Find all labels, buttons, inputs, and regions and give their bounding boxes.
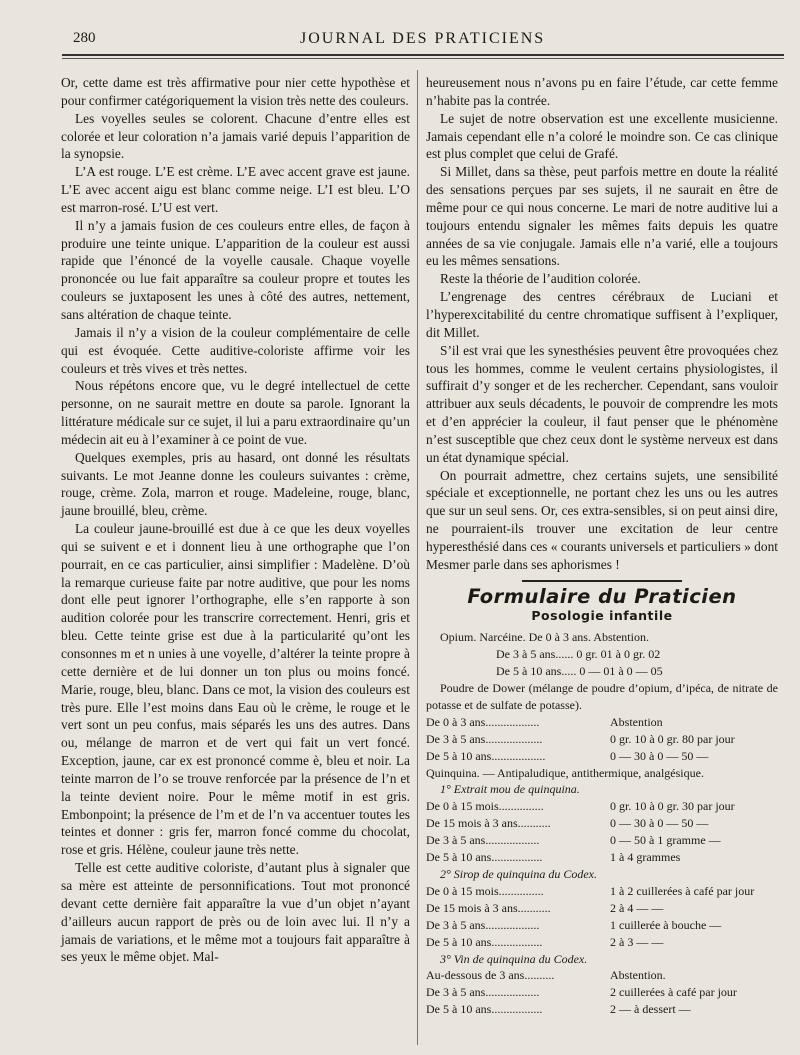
age-range: Au-dessous de 3 ans.......... bbox=[426, 968, 555, 983]
dose: 0 gr. 10 à 0 gr. 80 par jour bbox=[610, 731, 735, 746]
dose-row bbox=[426, 731, 778, 748]
dose-row bbox=[426, 849, 778, 866]
age-range: De 3 à 5 ans.................. bbox=[426, 917, 540, 932]
left-column bbox=[61, 74, 410, 966]
dose: 1 à 4 grammes bbox=[610, 850, 681, 865]
paragraph: L’A est rouge. L’E est crème. L’E avec accent grave est jaune. L’E avec accent aigu est blanc comme neige. L’I est bleu. L’O est marron-rosé. L’U est vert. bbox=[61, 164, 410, 215]
age-range: De 3 à 5 ans.................. bbox=[426, 833, 540, 848]
paragraph: S’il est vrai que les synesthésies peuvent être provoquées chez tous les hommes, comme le veulent certains physiologistes, il suffirait d’y songer et de les rechercher. Cependant, sans vouloir attribuer aux seuls décadents, le pouvoir de comprendre les mots et d’en apprécier la couleur, il faut penser que le phénomène n’est susceptible que chez ceux dont le système nerveux est dans un état dynamique spécial. bbox=[426, 342, 778, 465]
dower-description: Poudre de Dower (mélange de poudre d’opium, d’ipéca, de nitrate de potasse et de sulfate de potasse). bbox=[426, 681, 778, 712]
dose: 1 à 2 cuillerées à café par jour bbox=[610, 883, 755, 898]
paragraph: Reste la théorie de l’audition colorée. bbox=[440, 271, 641, 287]
paragraph: Quelques exemples, pris au hasard, ont donné les résultats suivants. Le mot Jeanne donne les couleurs suivantes : crème, rouge, crème. Zola, marron et rouge. Madeleine, rouge, blanc, jaune brouillé, bleu, crème. bbox=[61, 449, 410, 519]
age-range: De 5 à 10 ans................. bbox=[426, 934, 543, 949]
age-range: De 0 à 15 mois............... bbox=[426, 799, 544, 814]
dose: 0 — 30 à 0 — 50 — bbox=[610, 816, 709, 831]
dose: 2 à 3 — — bbox=[610, 934, 664, 949]
vin-title: 3° Vin de quinquina du Codex. bbox=[440, 951, 588, 966]
dose: 0 — 50 à 1 gramme — bbox=[610, 833, 721, 848]
paragraph: Il n’y a jamais fusion de ces couleurs entre elles, de façon à produire une teinte unique. L’apparition de la couleur est aussi rapide que l’énoncé de la voyelle causale. Chaque voyelle prononcée ou lue fait apparaître sa couleur propre et toutes les couleurs se juxtaposent les unes à côté des autres, nettement, sans altération de chaque teinte. bbox=[61, 217, 410, 322]
paragraph: Le sujet de notre observation est une excellente musicienne. Jamais cependant elle n’a coloré le moindre son. Ce cas clinique est plus complet que celui de Grafé. bbox=[426, 110, 778, 162]
paragraph: La couleur jaune-brouillé est due à ce que les deux voyelles qui se suivent e et i donnent lieu à une orthographe que l’on pourrait, en ce cas particulier, ainsi simplifier : Madelène. D’où la remarque curieuse faite par notre auditive, que pour les noms dont elle peut ignorer l’orthographe, elle s’en rapporte à son audition colorée pour les transcrire correctement. Henri, gris et bleu. Cette teinte grise est due à la particularité qu’ont les consonnes m et n unies à une voyelle, d’altérer la teinte propre à cette dernière et de lui donner un ton plus ou moins foncé. Marie, rouge, bleu, blanc. Dans ce mot, la vision des couleurs est très pure. Elle l’est moins dans Eau où le crème, le rouge et le vert sont un peu confus, mais séparés les uns des autres. Dans ou, mélange de marron et de vert qui fait un vert foncé. Exception, jaune, car ex est prononcé comme è, bleu et noir. La teinte marron de l’o se trouve renforcée par la présence de l’n et la teinte devient noire. Pour le même motif in est gris. Embonpoint; la présence de l’m et de l’n va accentuer toutes les teintes et donner : gris fer, marron foncé comme du chocolat, rose et gris. Hélène, couleur jaune très nette. bbox=[61, 521, 410, 858]
opium-line: De 3 à 5 ans...... 0 gr. 01 à 0 gr. 02 bbox=[496, 647, 661, 662]
age-range: De 5 à 10 ans................. bbox=[426, 850, 543, 865]
dose-row bbox=[426, 967, 778, 984]
dose-row bbox=[426, 917, 778, 934]
page-number: 280 bbox=[73, 30, 96, 46]
dose-row bbox=[426, 900, 778, 917]
dose-row bbox=[426, 934, 778, 951]
opium-line: De 5 à 10 ans..... 0 — 01 à 0 — 05 bbox=[496, 664, 663, 679]
age-range: De 15 mois à 3 ans........... bbox=[426, 816, 551, 831]
age-range: De 15 mois à 3 ans........... bbox=[426, 900, 551, 915]
dose: Abstention bbox=[610, 714, 663, 729]
age-range: De 5 à 10 ans.................. bbox=[426, 748, 546, 763]
age-range: De 0 à 15 mois............... bbox=[426, 883, 544, 898]
paragraph: Or, cette dame est très affirmative pour nier cette hypothèse et pour confirmer catégoriquement la vision très nette des couleurs. bbox=[61, 75, 410, 108]
dose-row bbox=[426, 1001, 778, 1018]
dose: 2 cuillerées à café par jour bbox=[610, 985, 737, 1000]
formulaire-subtitle: Posologie infantile bbox=[531, 608, 673, 624]
age-range: De 0 à 3 ans.................. bbox=[426, 714, 540, 729]
header-rule bbox=[62, 54, 784, 56]
posologie-block bbox=[426, 629, 778, 1018]
quinquina-line: Quinquina. — Antipaludique, antithermique, analgésique. bbox=[426, 765, 704, 780]
paragraph: Les voyelles seules se colorent. Chacune d’entre elles est colorée et leur coloration n’a jamais varié depuis l’apparition de la synopsie. bbox=[61, 110, 410, 162]
paragraph: Si Millet, dans sa thèse, peut parfois mettre en doute la réalité des sensations perçues par ses sujets, il ne saurait en être de même pour ce qui nous concerne. Le mari de notre auditive lui a toujours entendu signaler les mêmes faits depuis les quatre années de sa vie conjugale. Jamais elle n’a varié, elle a toujours eu les mêmes sensations. bbox=[426, 164, 778, 269]
dose-row bbox=[426, 798, 778, 815]
dose: 0 gr. 10 à 0 gr. 30 par jour bbox=[610, 799, 735, 814]
age-range: De 5 à 10 ans................. bbox=[426, 1002, 543, 1017]
paragraph: L’engrenage des centres cérébraux de Luciani et l’hyperexcitabilité du centre chromatique suffisent à l’expliquer, dit Millet. bbox=[426, 289, 778, 340]
running-title: JOURNAL DES PRATICIENS bbox=[300, 30, 546, 47]
paragraph: heureusement nous n’avons pu en faire l’étude, car cette femme n’habite pas la contrée. bbox=[426, 75, 778, 108]
age-range: De 3 à 5 ans.................. bbox=[426, 985, 540, 1000]
column-divider bbox=[417, 70, 418, 1045]
dose-row bbox=[426, 714, 778, 731]
dose: 1 cuillerée à bouche — bbox=[610, 917, 722, 932]
dose-row bbox=[426, 984, 778, 1001]
opium-line: Opium. Narcéine. De 0 à 3 ans. Abstention. bbox=[440, 630, 649, 645]
paragraph: Telle est cette auditive coloriste, d’autant plus à signaler que sa mère est atteinte de personnifications. Tout mot prononcé devant cette dernière fait apparaître la vue d’un objet n’ayant d’ailleurs aucun rapport de près ou de loin avec lui. Il n’y a jamais de variations, et le même mot a toujours fait apparaître à ses yeux le même objet. Mal- bbox=[61, 860, 410, 965]
age-range: De 3 à 5 ans................... bbox=[426, 731, 543, 746]
dose-row bbox=[426, 815, 778, 832]
right-column bbox=[426, 74, 778, 1018]
paragraph: On pourrait admettre, chez certains sujets, une sensibilité spéciale et exceptionnelle, ne portant chez les uns ou les autres que sur un seul sens. Or, ces extra-sensibles, si on peut ainsi dire, ne pourraient-ils trouver une excitation de leur centre hyperesthésié dans ces « courants universels et particuliers » dont Mesmer parle dans ses aphorismes ! bbox=[426, 467, 778, 572]
sirop-title: 2° Sirop de quinquina du Codex. bbox=[440, 867, 598, 881]
header-rule-thin bbox=[62, 58, 784, 59]
dose-row bbox=[426, 883, 778, 900]
dose: Abstention. bbox=[610, 968, 666, 983]
paragraph: Nous répétons encore que, vu le degré intellectuel de cette personne, on ne saurait mettre en doute sa parole. Ignorant la littérature médicale sur ce sujet, il lui a paru extraordinaire qu’un médecin ait eu à l’examiner à ce point de vue. bbox=[61, 378, 410, 447]
dose: 0 — 30 à 0 — 50 — bbox=[610, 748, 709, 763]
dose-row bbox=[426, 748, 778, 765]
dose: 2 à 4 — — bbox=[610, 900, 664, 915]
extrait-title: 1° Extrait mou de quinquina. bbox=[440, 782, 580, 797]
dose-row bbox=[426, 832, 778, 849]
paragraph: Jamais il n’y a vision de la couleur complémentaire de celle qui est évoquée. Cette auditive-coloriste affirme voir les couleurs et très vives et très nettes. bbox=[61, 324, 410, 376]
formulaire-title: Formulaire du Praticien bbox=[467, 584, 737, 608]
dose: 2 — à dessert — bbox=[610, 1002, 691, 1017]
section-rule bbox=[522, 580, 682, 582]
